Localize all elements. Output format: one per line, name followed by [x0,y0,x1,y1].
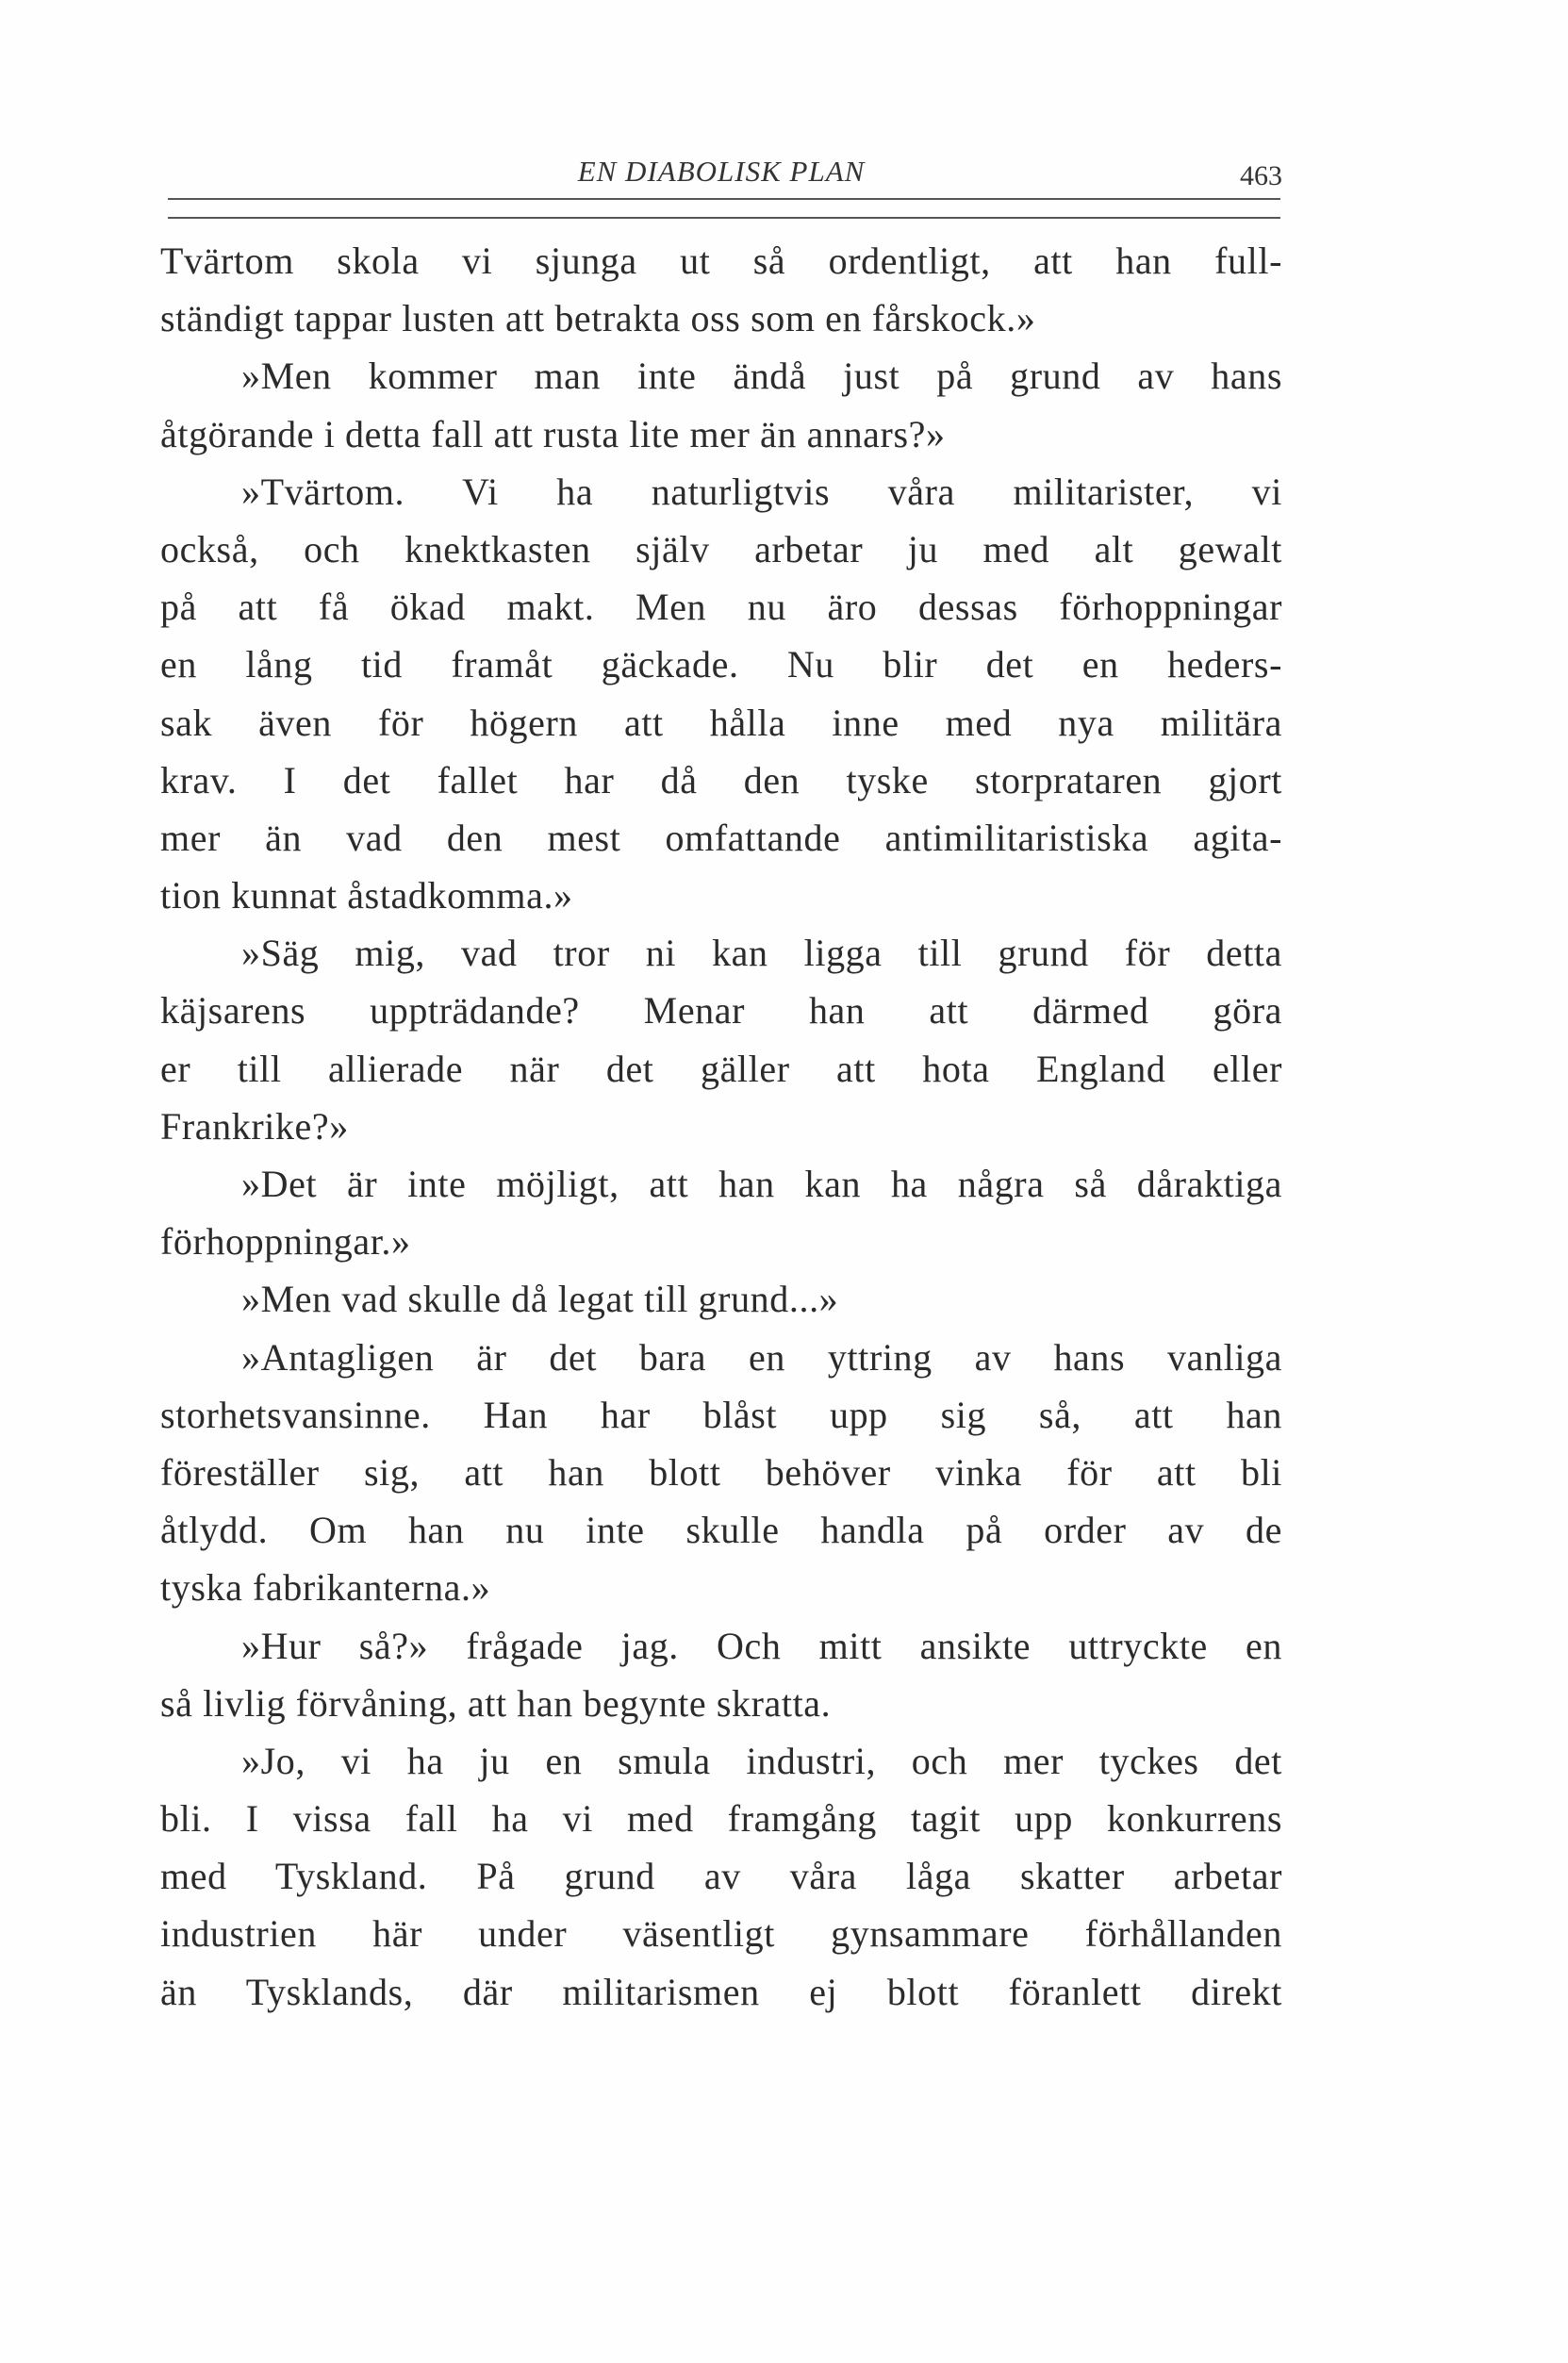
text-line: förhoppningar.» [160,1220,411,1264]
text-line: mer än vad den mest omfattande antimilitaristiska agita- [160,816,1282,859]
text-line: »Hur så?» frågade jag. Och mitt ansikte uttryckte en [241,1624,1282,1667]
text-line: »Säg mig, vad tror ni kan ligga till grund för detta [241,932,1282,975]
text-line: Frankrike?» [160,1104,349,1148]
text-line: storhetsvansinne. Han har blåst upp sig så, att han [160,1393,1282,1436]
text-line: Tvärtom skola vi sjunga ut så ordentligt, att han full- [160,240,1282,282]
text-line: er till allierade när det gäller att hota England eller [160,1047,1282,1090]
page-header [160,141,1282,198]
text-line: också, och knektkasten själv arbetar ju med alt gewalt [160,527,1282,570]
text-line: en lång tid framåt gäckade. Nu blir det en heders- [160,643,1282,686]
text-line: »Tvärtom. Vi ha naturligtvis våra militarister, vi [241,470,1282,513]
text-line: käjsarens uppträdande? Menar han att därmed göra [160,989,1282,1033]
text-line: åtlydd. Om han nu inte skulle handla på order av de [160,1509,1282,1552]
header-rule-top [168,198,1280,200]
text-line: föreställer sig, att han blott behöver vinka för att bli [160,1450,1282,1494]
text-line: med Tyskland. På grund av våra låga skatter arbetar [160,1855,1282,1898]
text-line: »Men kommer man inte ändå just på grund av hans [241,355,1282,398]
text-line: på att få ökad makt. Men nu äro dessas förhoppningar [160,586,1282,629]
text-line: »Jo, vi ha ju en smula industri, och mer tyckes det [241,1739,1282,1782]
body-text [160,232,1282,2021]
text-line: bli. I vissa fall ha vi med framgång tagit upp konkurrens [160,1797,1282,1841]
text-line: »Det är inte möjligt, att han kan ha några så dåraktiga [241,1163,1282,1205]
running-title: EN DIABOLISK PLAN [577,155,866,188]
text-line: sak även för högern att hålla inne med nya militära [160,701,1282,744]
text-line: »Men vad skulle då legat till grund...» [241,1278,839,1321]
text-line: åtgörande i detta fall att rusta lite mer än annars?» [160,412,946,455]
text-line: tion kunnat åstadkomma.» [160,874,573,917]
text-line: ständigt tappar lusten att betrakta oss som en fårskock.» [160,297,1036,340]
text-line: så livlig förvåning, att han begynte skratta. [160,1681,832,1725]
page-number: 463 [1240,160,1282,191]
text-line: »Antagligen är det bara en yttring av hans vanliga [241,1335,1282,1379]
text-line: industrien här under väsentligt gynsammare förhållanden [160,1912,1282,1956]
text-line: tyska fabrikanterna.» [160,1566,491,1610]
header-rule-bottom [168,217,1280,219]
text-line: krav. I det fallet har då den tyske storprataren gjort [160,758,1282,801]
text-line: än Tysklands, där militarismen ej blott föranlett direkt [160,1970,1282,2013]
